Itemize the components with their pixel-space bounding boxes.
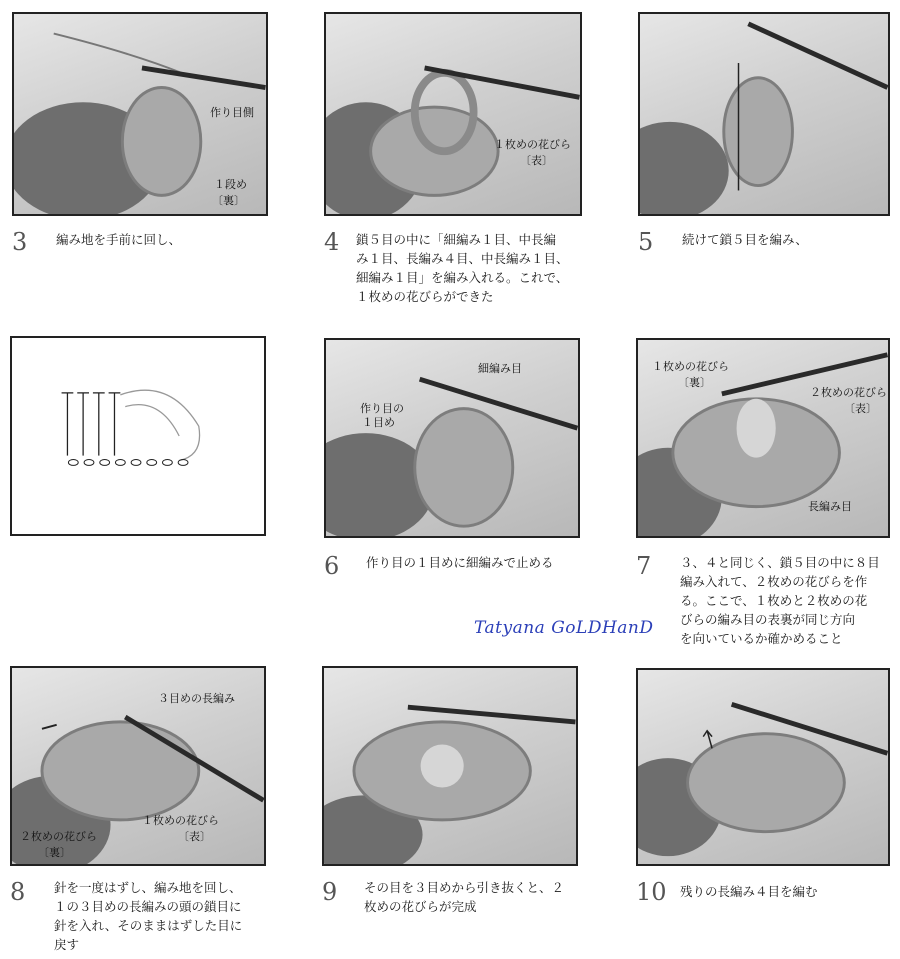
label-front: 〔表〕 [178,830,211,843]
label-first-petal: １枚めの花びら [652,360,729,373]
crochet-photo-illustration [638,670,888,864]
step-number: 9 [322,878,338,906]
step-caption: 続けて鎖５目を編み、 [682,232,808,247]
step-number: 5 [638,228,654,256]
label-cast-on-side: 作り目側 [210,106,254,119]
label-second-petal: ２枚めの花びら [810,386,887,399]
step-caption: 針を一度はずし、編み地を回し、 １の３目めの長編みの頭の鎖目に 針を入れ、そのままはずした目に 戻す [54,880,243,952]
step-number: 6 [324,552,340,580]
step-6-photo [324,338,580,538]
label-cast-on: 作り目の [360,402,404,415]
step-number: 8 [10,878,26,906]
label-back: 〔裏〕 [212,194,245,207]
step-7-photo [636,338,890,538]
step-caption: 作り目の１目めに細編みで止める [366,555,554,570]
step-caption: 残りの長編み４目を編む [680,884,818,899]
label-back: 〔裏〕 [38,846,71,859]
label-first-stitch: １目め [362,416,395,429]
step-5-photo [638,12,890,216]
step-4-photo [324,12,582,216]
step-caption: その目を３目めから引き抜くと、２ 枚めの花びらが完成 [364,880,565,914]
crochet-symbol-chart [12,338,264,534]
label-front: 〔表〕 [520,154,553,167]
label-first-petal: １枚めの花びら [142,814,219,827]
label-back: 〔裏〕 [678,376,711,389]
step-caption: ３、４と同じく、鎖５目の中に８目 編み入れて、２枚めの花びらを作 る。ここで、１枚めと２枚めの花 びらの編み目の表裏が同じ方向 を向いているか確かめること [680,555,880,646]
crochet-chart-diagram [10,336,266,536]
label-double-crochet: 長編み目 [808,500,852,513]
label-front: 〔表〕 [844,402,877,415]
crochet-photo-illustration [324,668,576,864]
step-9-photo [322,666,578,866]
crochet-photo-illustration [326,340,578,536]
step-3-photo [12,12,268,216]
label-first-petal: １枚めの花びら [494,138,571,151]
step-10-photo [636,668,890,866]
step-number: 4 [324,228,340,256]
crochet-photo-illustration [326,14,580,214]
step-number: 7 [636,552,652,580]
label-row-1: １段め [214,178,247,191]
step-number: 3 [12,228,28,256]
step-number: 10 [636,878,667,906]
watermark: Tatyana GoLDHanD [474,618,654,638]
step-8-photo [10,666,266,866]
step-caption: 鎖５目の中に「細編み１目、中長編 み１目、長編み４目、中長編み１目、 細編み１目」を編み入れる。これで、 １枚めの花びらができた [356,232,569,304]
label-second-petal: ２枚めの花びら [20,830,97,843]
crochet-photo-illustration [640,14,888,214]
step-caption: 編み地を手前に回し、 [56,232,182,247]
label-third-double-crochet: ３目めの長編み [158,692,235,705]
label-single-crochet: 細編み目 [478,362,522,375]
